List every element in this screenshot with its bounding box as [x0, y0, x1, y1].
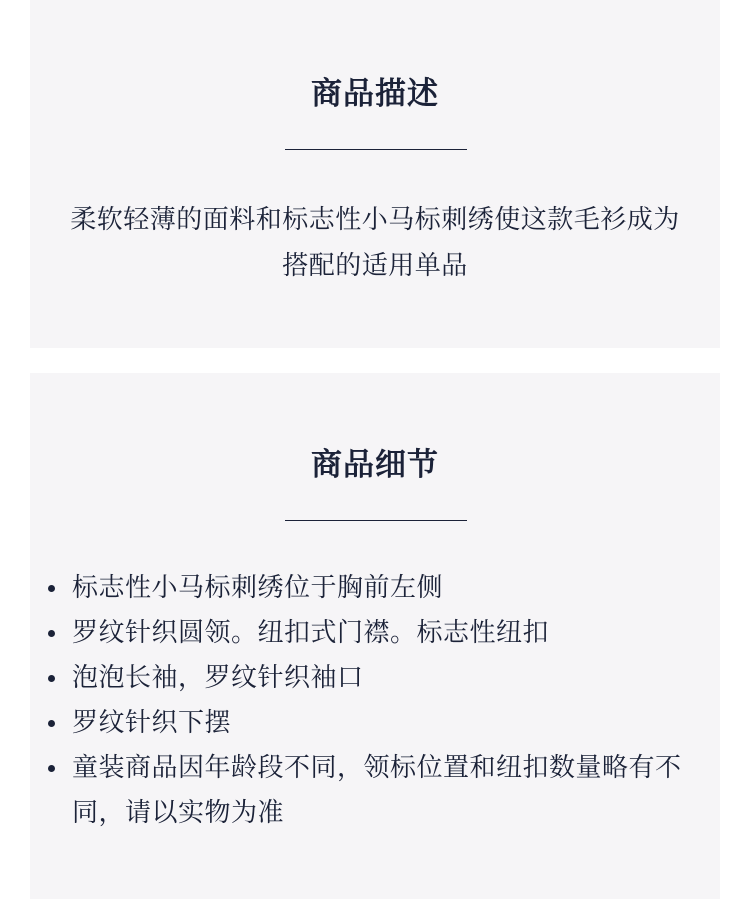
list-item: [72, 566, 687, 611]
details-divider: [285, 520, 467, 521]
list-item-text: 罗纹针织圆领。纽扣式门襟。标志性纽扣: [72, 618, 550, 648]
bullet-icon: [48, 720, 55, 727]
list-item-text: 泡泡长袖，罗纹针织袖口: [72, 663, 364, 693]
list-item: [72, 701, 687, 746]
list-item: [72, 611, 687, 656]
list-item-text: 标志性小马标刺绣位于胸前左侧: [72, 573, 444, 603]
list-item-text: 罗纹针织下摆: [72, 708, 232, 738]
description-title: 商品描述: [311, 76, 439, 112]
description-text: 柔软轻薄的面料和标志性小马标刺绣使这款毛衫成为搭配的适用单品: [70, 205, 680, 281]
description-divider: [285, 149, 467, 150]
product-description-card: [30, 0, 720, 348]
details-list: [72, 566, 687, 836]
list-item-text: 童装商品因年龄段不同，领标位置和纽扣数量略有不同，请以实物为准: [72, 753, 682, 828]
details-title: 商品细节: [311, 447, 439, 483]
bullet-icon: [48, 630, 55, 637]
list-item: [72, 746, 687, 836]
bullet-icon: [48, 675, 55, 682]
bullet-icon: [48, 765, 55, 772]
list-item: [72, 656, 687, 701]
bullet-icon: [48, 585, 55, 592]
